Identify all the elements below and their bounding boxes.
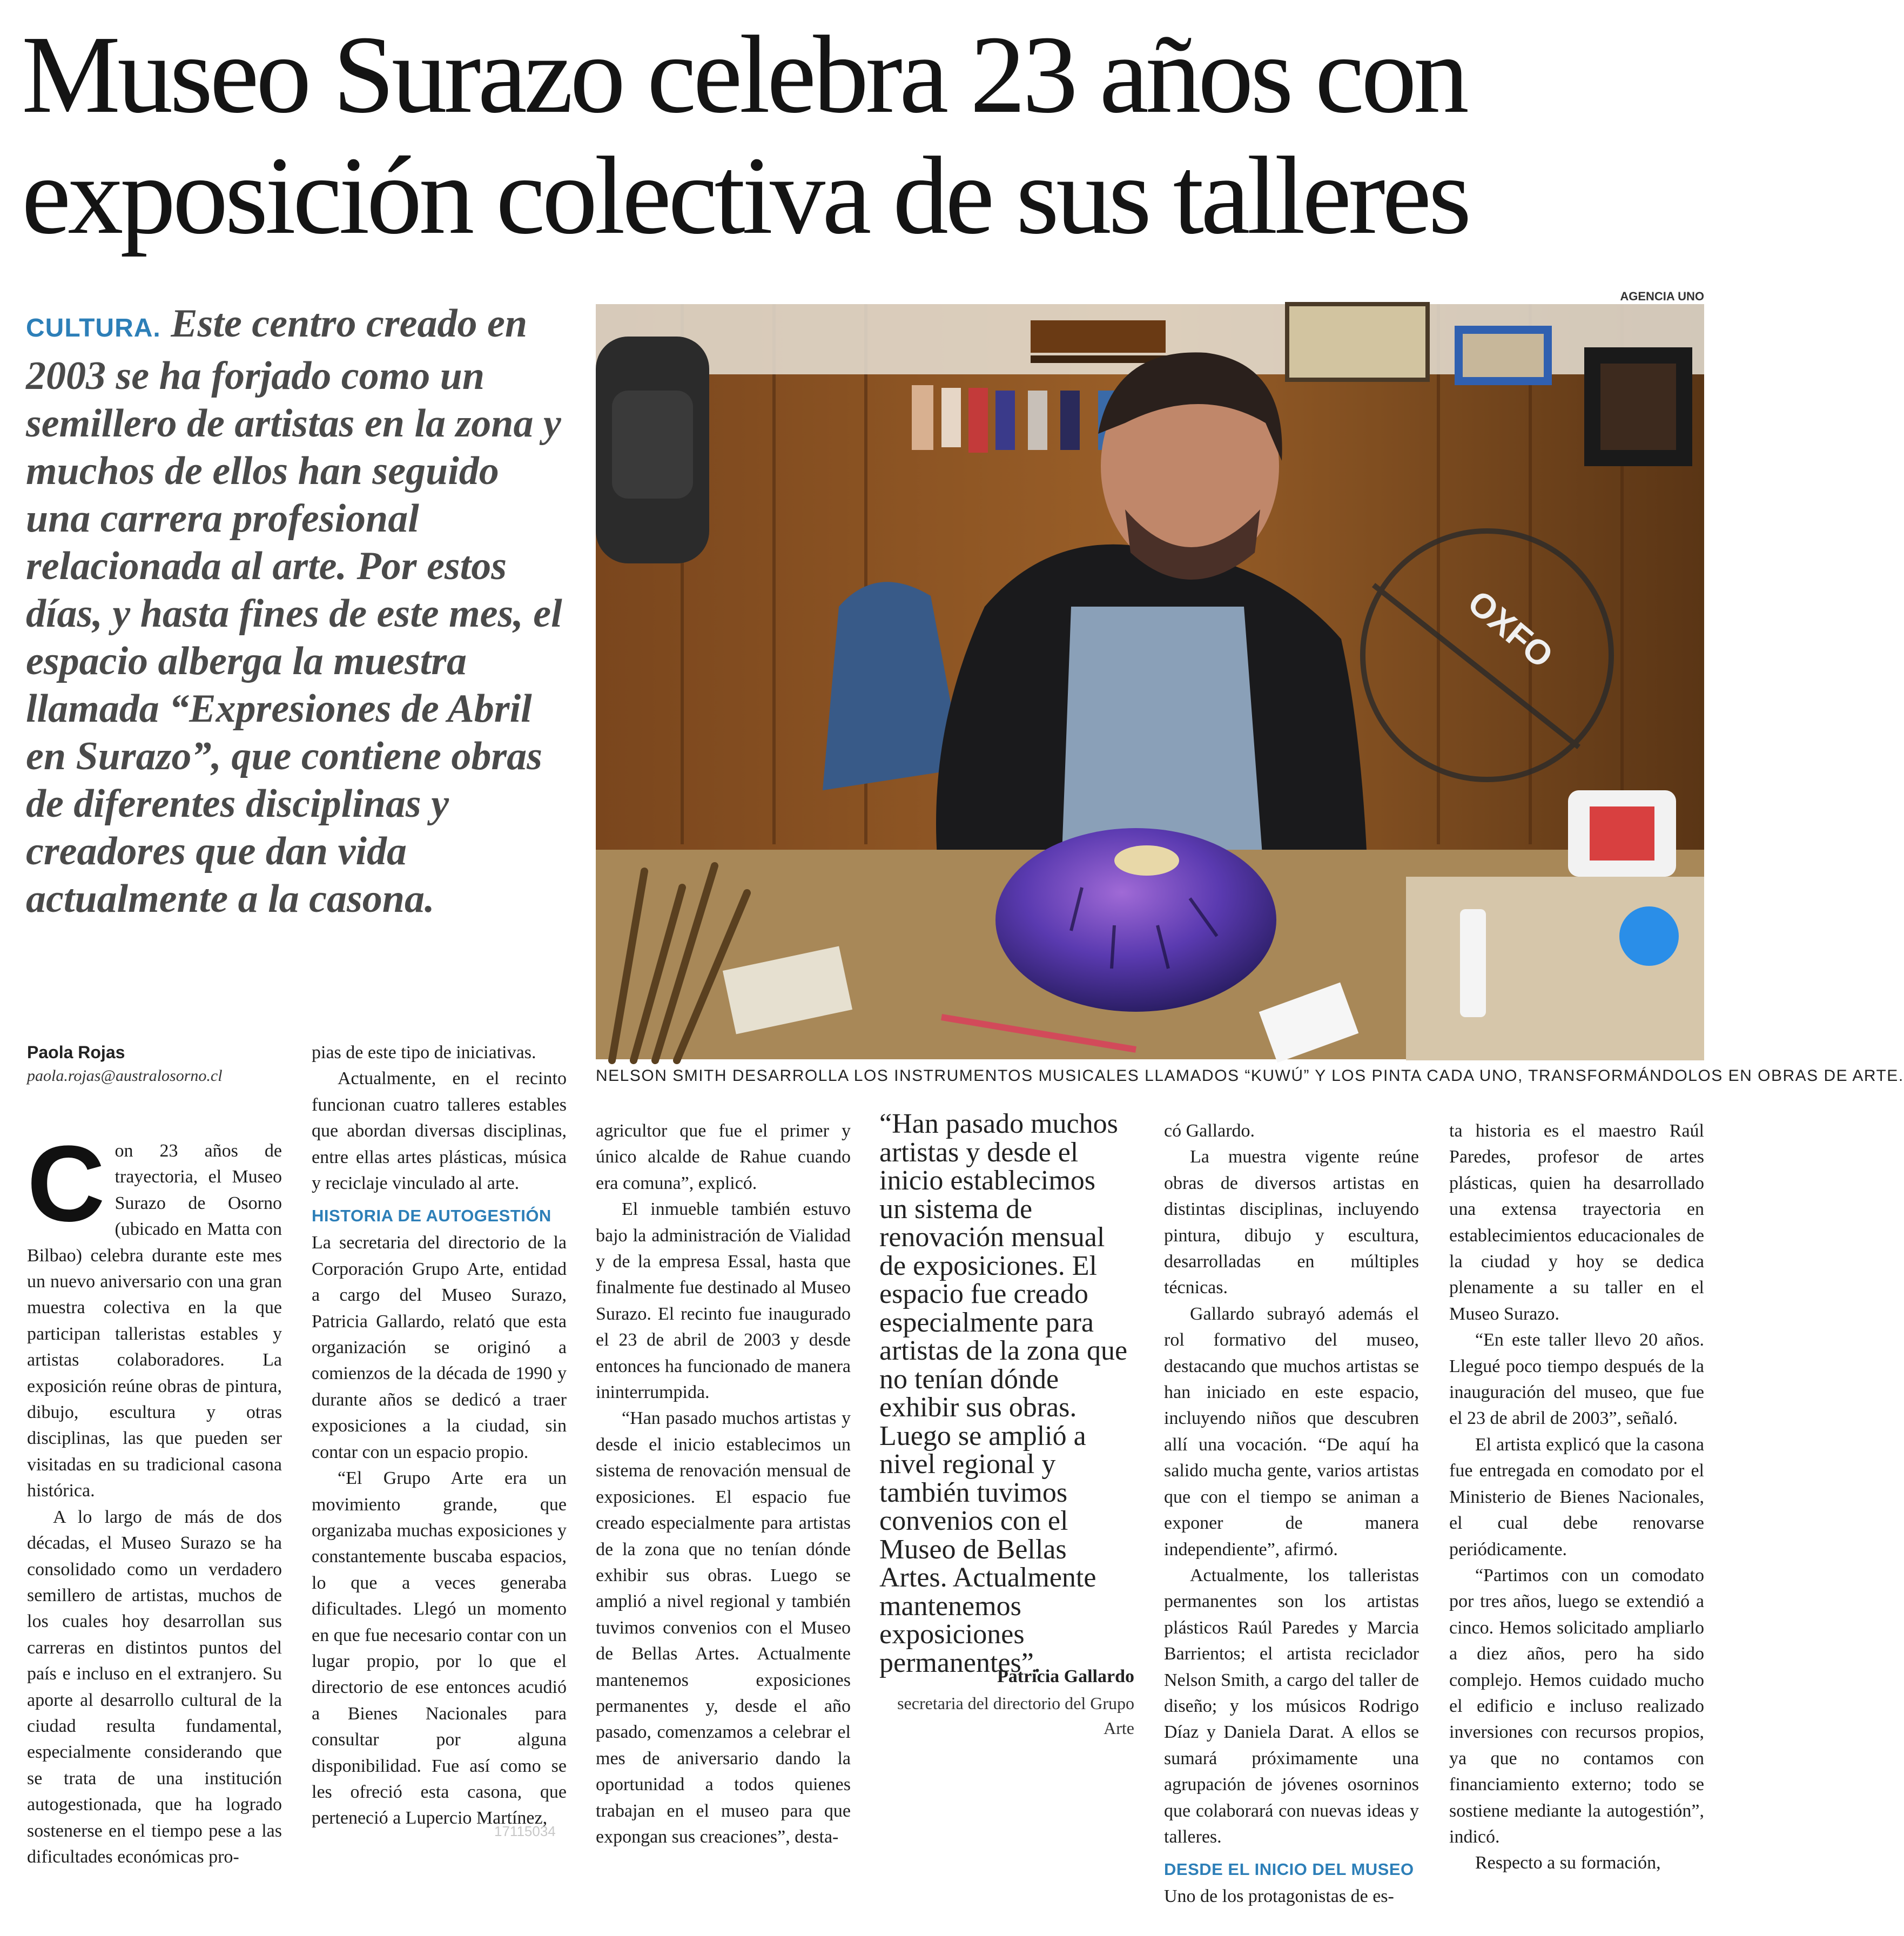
column-2 <box>312 1040 567 1832</box>
headline-line-2: exposición colectiva de sus talleres <box>22 133 1469 257</box>
column-5 <box>1164 1118 1419 1910</box>
paragraph: Gallardo subrayó además el rol formativo del museo, destacando que muchos artistas se han iniciado en este espacio, incluyendo niños que descubren allí una vocación. “De aquí ha salido mucha gente, varios artistas que con el tiempo se animan a exponer de manera independiente”, afirmó. <box>1164 1303 1419 1559</box>
headline <box>22 14 1723 256</box>
paragraph: pias de este tipo de iniciativas. <box>312 1043 536 1063</box>
subhead-autogestion: HISTORIA DE AUTOGESTIÓN <box>312 1206 551 1226</box>
paragraph: Uno de los protagonistas de es- <box>1164 1886 1394 1907</box>
paragraph: La muestra vigente reúne obras de diversos artistas en distintas disciplinas, incluyendo pintura, dibujo y escultura, desarrolladas en múltiples técnicas. <box>1164 1147 1419 1298</box>
paragraph: El artista explicó que la casona fue entregada en comodato por el Ministerio de Bienes Nacionales, el cual debe renovarse periódicamente. <box>1449 1434 1704 1559</box>
author-name: Paola Rojas <box>27 1043 125 1062</box>
bike-brand-text: OXFO <box>1461 582 1561 676</box>
article-photo <box>596 304 1704 1059</box>
photo-credit: AGENCIA UNO <box>1620 290 1704 303</box>
photo-caption: NELSON SMITH DESARROLLA LOS INSTRUMENTOS MUSICALES LLAMADOS “KUWÚ” Y LOS PINTA CADA UNO, TRANSFORMÁNDOLOS EN OBRAS DE ARTE. <box>596 1067 1904 1085</box>
subhead-inicio-museo: DESDE EL INICIO DEL MUSEO <box>1164 1860 1414 1879</box>
paragraph: “Partimos con un comodato por tres años, luego se extendió a cinco. Hemos solicitado ampliarlo a diez años, pero ha sido complejo. Hemos cuidado mucho el edificio e incluso realizado inversiones con recursos propios, ya que no contamos con financiamiento externo; todo se sostiene mediante la autogestión”, indicó. <box>1449 1565 1704 1847</box>
column-6 <box>1449 1118 1704 1877</box>
lede <box>26 300 566 923</box>
lede-text: Este centro creado en 2003 se ha forjado como un semillero de artistas en la zona y muchos de ellos han seguido una carrera profesional relacionada al arte. Por estos días, y hasta fines de este mes, el espacio alberga la muestra llamada “Expresiones de Abril en Surazo”, que contiene obras de diferentes disciplinas y creadores que dan vida actualmente a la casona. <box>26 301 562 921</box>
paragraph: ta historia es el maestro Raúl Paredes, profesor de artes plásticas, quien ha desarrollado una extensa trayectoria en establecimientos educacionales de la ciudad y hoy se dedica plenamente a su taller en el Museo Surazo. <box>1449 1121 1704 1324</box>
pull-quote-author: Patricia Gallardo <box>997 1666 1134 1686</box>
paragraph: agricultor que fue el primer y único alcalde de Rahue cuando era comuna”, explicó. <box>596 1121 851 1193</box>
photo-illustration <box>596 304 1704 1059</box>
column-3 <box>596 1118 851 1850</box>
paragraph: La secretaria del directorio de la Corporación Grupo Arte, entidad a cargo del Museo Surazo, Patricia Gallardo, relató que esta organización se originó a comienzos de la década de 1990 y durante años se dedicó a traer exposiciones a la ciudad, sin contar con un espacio propio. <box>312 1233 567 1462</box>
author-email[interactable]: paola.rojas@australosorno.cl <box>27 1067 223 1085</box>
paragraph: Respecto a su formación, <box>1475 1853 1661 1873</box>
watermark: 17115034 <box>494 1823 556 1839</box>
paragraph: có Gallardo. <box>1164 1121 1255 1141</box>
section-label: CULTURA. <box>26 314 161 342</box>
paragraph: “El Grupo Arte era un movimiento grande, que organizaba muchas exposiciones y constantemente buscaba espacios, lo que a veces generaba dificultades. Llegó un momento en que fue necesario contar con un lugar propio, por lo que el directorio de ese entonces acudió a Bienes Nacionales para consultar por alguna disponibilidad. Fue así como se les ofreció esta casona, que perteneció a Lupercio Martínez, <box>312 1468 567 1829</box>
paragraph: Actualmente, los talleristas permanentes son los artistas plásticos Raúl Paredes y Marcia Barrientos; el artista reciclador Nelson Smith, a cargo del taller de diseño; y los músicos Rodrigo Díaz y Daniela Darat. A ellos se sumará próximamente una agrupación de jóvenes osorninos que colaborará con nuevas ideas y talleres. <box>1164 1565 1419 1847</box>
paragraph: “En este taller llevo 20 años. Llegué poco tiempo después de la inauguración del museo, que fue el 23 de abril de 2003”, señaló. <box>1449 1330 1704 1429</box>
pull-quote-role: secretaria del directorio del Grupo Arte <box>897 1693 1134 1738</box>
column-1 <box>27 1124 282 1870</box>
paragraph: on 23 años de trayectoria, el Museo Surazo de Osorno (ubicado en Matta con Bilbao) celebra durante este mes un nuevo aniversario con una gran muestra colectiva en la que participan talleristas estables y artistas colaboradores. La exposición reúne obras de pintura, dibujo, escultura y otras disciplinas, las que pueden ser visitadas en su tradicional casona histórica. <box>27 1141 282 1501</box>
paragraph: A lo largo de más de dos décadas, el Museo Surazo se ha consolidado como un verdadero semillero de artistas, muchos de los cuales hoy desarrollan sus carreras en distintos puntos del país e incluso en el extranjero. Su aporte al desarrollo cultural de la ciudad resulta fundamental, especialmente considerando que se trata de una institución autogestionada, que ha logrado sostenerse en el tiempo pese a las dificultades económicas pro- <box>27 1507 282 1867</box>
paragraph: “Han pasado muchos artistas y desde el inicio establecimos un sistema de renovación mensual de exposiciones. El espacio fue creado especialmente para artistas de la zona que no tenían dónde exhibir sus obras. Luego se amplió a nivel regional y también tuvimos convenios con el Museo de Bellas Artes. Actualmente mantenemos exposiciones permanentes y, desde el año pasado, comenzamos a celebrar el mes de aniversario dando la oportunidad a todos quienes trabajan en el museo para que expongan sus creaciones”, desta- <box>596 1408 851 1847</box>
paragraph: Actualmente, en el recinto funcionan cuatro talleres estables que abordan diversas disciplinas, entre ellas artes plásticas, música y reciclaje vinculado al arte. <box>312 1068 567 1194</box>
pull-quote: “Han pasado muchos artistas y desde el inicio establecimos un sistema de renovación mensual de exposiciones. El espacio fue creado especialmente para artistas de la zona que no tenían dónde exhibir sus obras. Luego se amplió a nivel regional y también tuvimos convenios con el Museo de Bellas Artes. Actualmente mantenemos exposiciones permanentes”. <box>879 1108 1128 1678</box>
headline-line-1: Museo Surazo celebra 23 años con <box>22 12 1466 136</box>
paragraph: El inmueble también estuvo bajo la administración de Vialidad y de la empresa Essal, hasta que finalmente fue destinado al Museo Surazo. El recinto fue inaugurado el 23 de abril de 2003 y desde entonces ha funcionado de manera ininterrumpida. <box>596 1199 851 1403</box>
drop-cap: C <box>27 1124 105 1244</box>
